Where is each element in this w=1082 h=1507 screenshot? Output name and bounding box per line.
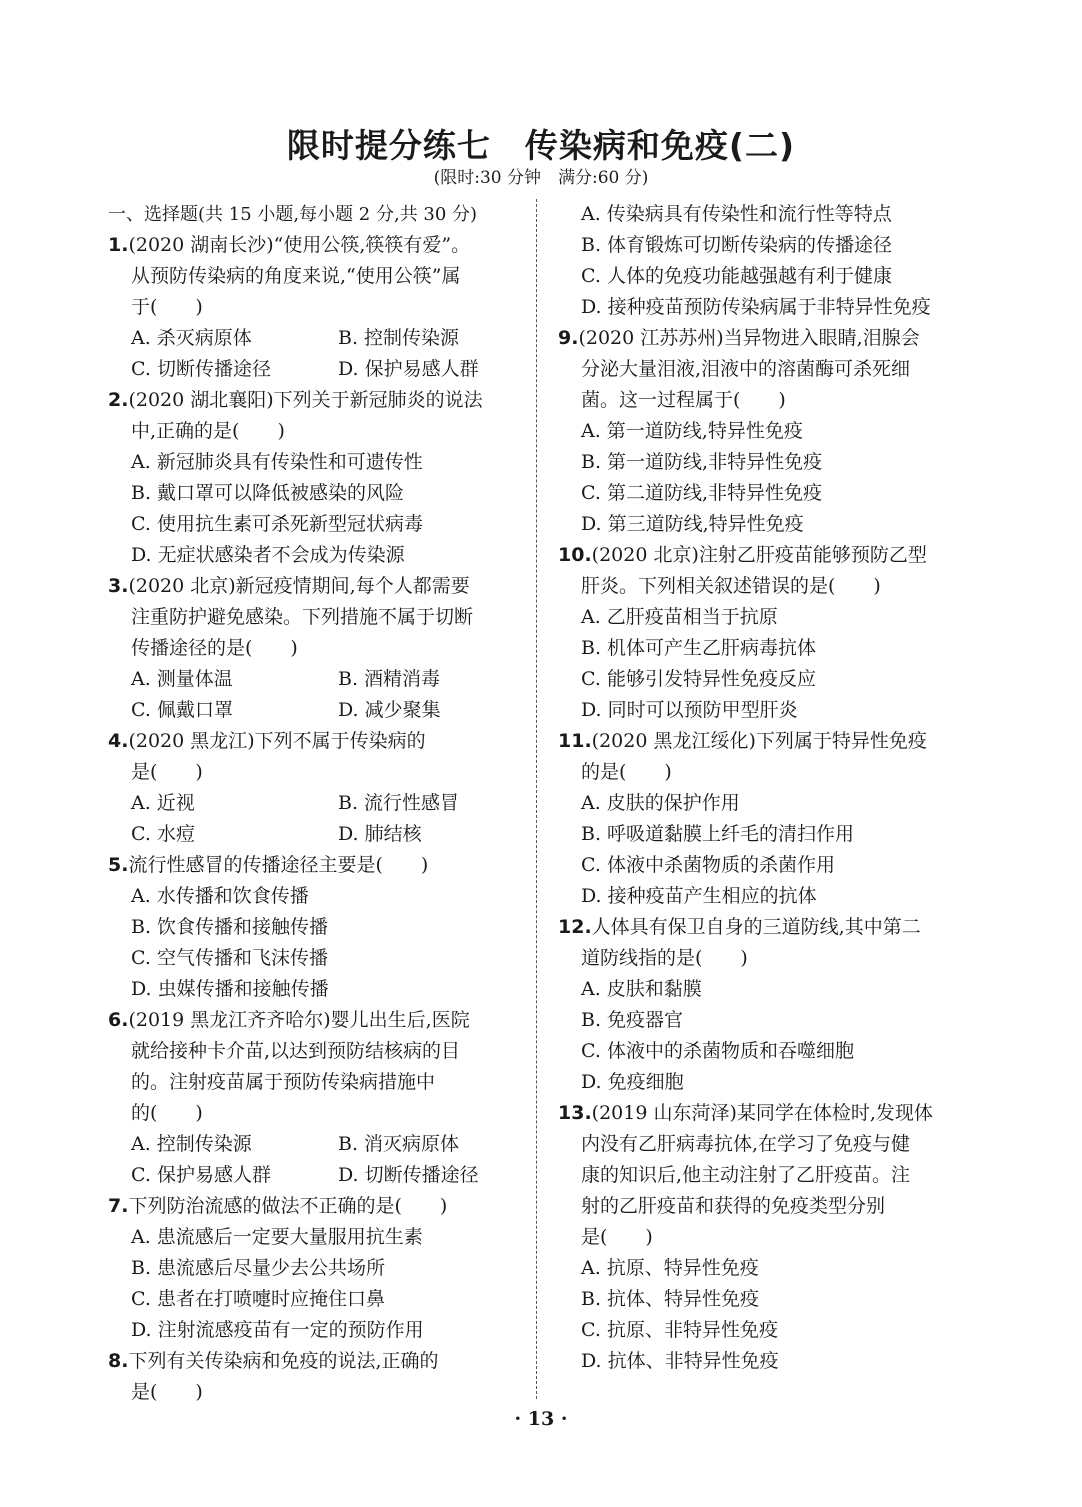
question-text: 下列有关传染病和免疫的说法,正确的 [128, 1350, 439, 1372]
option-a: A. 新冠肺炎具有传染性和可遗传性 [131, 451, 423, 473]
question-text: 的。注射疫苗属于预防传染病措施中 [131, 1071, 436, 1093]
option-a: A. 皮肤的保护作用 [581, 792, 740, 814]
question-text: (2020 北京)新冠疫情期间,每个人都需要 [128, 575, 470, 597]
question-number: 6. [108, 1009, 129, 1031]
question-text: (2020 湖南长沙)“使用公筷,筷筷有爱”。 [128, 234, 471, 256]
question-number: 12. [558, 916, 592, 938]
option-d: D. 保护易感人群 [338, 358, 479, 380]
question-text: 下列防治流感的做法不正确的是( ) [128, 1195, 448, 1217]
question-text: 道防线指的是( ) [581, 947, 748, 969]
option-d: D. 免疫细胞 [581, 1071, 684, 1093]
option-a: A. 传染病具有传染性和流行性等特点 [581, 203, 892, 225]
option-d: D. 无症状感染者不会成为传染源 [131, 544, 405, 566]
page-number: · 13 · [514, 1408, 568, 1430]
question-12 [558, 912, 972, 1098]
option-c: C. 体液中杀菌物质的杀菌作用 [581, 854, 835, 876]
option-c: C. 保护易感人群 [131, 1164, 271, 1186]
option-b: B. 呼吸道黏膜上纤毛的清扫作用 [581, 823, 855, 845]
option-b: B. 消灭病原体 [338, 1133, 460, 1155]
option-b: B. 控制传染源 [338, 327, 460, 349]
question-text: 人体具有保卫自身的三道防线,其中第二 [591, 916, 921, 938]
option-d: D. 肺结核 [338, 823, 422, 845]
option-d: D. 接种疫苗产生相应的抗体 [581, 885, 817, 907]
question-number: 1. [108, 234, 129, 256]
question-2 [108, 385, 522, 571]
question-text: 内没有乙肝病毒抗体,在学习了免疫与健 [581, 1133, 911, 1155]
option-c: C. 人体的免疫功能越强越有利于健康 [581, 265, 892, 287]
option-b: B. 饮食传播和接触传播 [131, 916, 329, 938]
question-text: 流行性感冒的传播途径主要是( ) [128, 854, 429, 876]
option-a: A. 近视 [131, 792, 195, 814]
option-c: C. 切断传播途径 [131, 358, 271, 380]
question-number: 9. [558, 327, 579, 349]
option-b: B. 戴口罩可以降低被感染的风险 [131, 482, 405, 504]
option-b: B. 机体可产生乙肝病毒抗体 [581, 637, 817, 659]
question-text: 的( ) [131, 1102, 203, 1124]
question-text: 于( ) [131, 296, 203, 318]
question-text: 菌。这一过程属于( ) [581, 389, 786, 411]
question-8 [108, 1346, 522, 1408]
question-number: 10. [558, 544, 592, 566]
question-13 [558, 1098, 972, 1377]
option-b: B. 流行性感冒 [338, 792, 460, 814]
option-a: A. 抗原、特异性免疫 [581, 1257, 759, 1279]
question-number: 8. [108, 1350, 129, 1372]
question-text: (2020 黑龙江绥化)下列属于特异性免疫 [591, 730, 927, 752]
question-text: (2020 黑龙江)下列不属于传染病的 [128, 730, 426, 752]
question-8-options [558, 199, 972, 323]
option-d: D. 虫媒传播和接触传播 [131, 978, 329, 1000]
option-a: A. 皮肤和黏膜 [581, 978, 702, 1000]
question-number: 3. [108, 575, 129, 597]
option-c: C. 水痘 [131, 823, 195, 845]
question-number: 5. [108, 854, 129, 876]
question-number: 7. [108, 1195, 129, 1217]
question-text: (2019 山东菏泽)某同学在体检时,发现体 [591, 1102, 933, 1124]
question-10 [558, 540, 972, 726]
option-b: B. 患流感后尽量少去公共场所 [131, 1257, 386, 1279]
question-7 [108, 1191, 522, 1346]
question-text: 射的乙肝疫苗和获得的免疫类型分别 [581, 1195, 886, 1217]
question-text: 分泌大量泪液,泪液中的溶菌酶可杀死细 [581, 358, 911, 380]
question-text: 康的知识后,他主动注射了乙肝疫苗。注 [581, 1164, 911, 1186]
option-a: A. 测量体温 [131, 668, 233, 690]
option-d: D. 切断传播途径 [338, 1164, 479, 1186]
left-column [108, 199, 522, 1408]
question-3 [108, 571, 522, 726]
option-a: A. 第一道防线,特异性免疫 [581, 420, 803, 442]
question-text: 是( ) [581, 1226, 653, 1248]
question-text: (2019 黑龙江齐齐哈尔)婴儿出生后,医院 [128, 1009, 470, 1031]
option-a: A. 杀灭病原体 [131, 327, 252, 349]
question-6 [108, 1005, 522, 1191]
question-4 [108, 726, 522, 850]
option-d: D. 抗体、非特异性免疫 [581, 1350, 779, 1372]
question-number: 11. [558, 730, 592, 752]
question-text: 是( ) [131, 761, 203, 783]
question-text: (2020 江苏苏州)当异物进入眼睛,泪腺会 [578, 327, 920, 349]
option-d: D. 第三道防线,特异性免疫 [581, 513, 804, 535]
question-number: 13. [558, 1102, 592, 1124]
option-b: B. 第一道防线,非特异性免疫 [581, 451, 823, 473]
question-5 [108, 850, 522, 1005]
option-c: C. 能够引发特异性免疫反应 [581, 668, 816, 690]
question-text: 传播途径的是( ) [131, 637, 298, 659]
option-d: D. 接种疫苗预防传染病属于非特异性免疫 [581, 296, 931, 318]
question-text: 是( ) [131, 1381, 203, 1403]
question-text: (2020 北京)注射乙肝疫苗能够预防乙型 [591, 544, 927, 566]
question-text: 的是( ) [581, 761, 672, 783]
question-text: (2020 湖北襄阳)下列关于新冠肺炎的说法 [128, 389, 483, 411]
option-c: C. 体液中的杀菌物质和吞噬细胞 [581, 1040, 854, 1062]
option-a: A. 控制传染源 [131, 1133, 252, 1155]
option-a: A. 乙肝疫苗相当于抗原 [581, 606, 778, 628]
option-b: B. 酒精消毒 [338, 668, 441, 690]
column-divider [536, 199, 537, 1399]
option-c: C. 佩戴口罩 [131, 699, 233, 721]
option-a: A. 水传播和饮食传播 [131, 885, 309, 907]
question-9 [558, 323, 972, 540]
section-heading: 一、选择题(共 15 小题,每小题 2 分,共 30 分) [108, 204, 478, 225]
question-number: 4. [108, 730, 129, 752]
question-text: 注重防护避免感染。下列措施不属于切断 [131, 606, 474, 628]
option-c: C. 使用抗生素可杀死新型冠状病毒 [131, 513, 423, 535]
option-c: C. 第二道防线,非特异性免疫 [581, 482, 822, 504]
question-text: 肝炎。下列相关叙述错误的是( ) [581, 575, 881, 597]
question-text: 中,正确的是( ) [131, 420, 285, 442]
option-c: C. 空气传播和飞沫传播 [131, 947, 328, 969]
page-title: 限时提分练七 传染病和免疫(二) [286, 126, 796, 165]
option-d: D. 减少聚集 [338, 699, 441, 721]
option-b: B. 抗体、特异性免疫 [581, 1288, 760, 1310]
question-text: 从预防传染病的角度来说,“使用公筷”属 [131, 265, 461, 287]
page-subtitle: (限时:30 分钟 满分:60 分) [433, 168, 649, 188]
option-b: B. 免疫器官 [581, 1009, 684, 1031]
question-11 [558, 726, 972, 912]
question-text: 就给接种卡介苗,以达到预防结核病的目 [131, 1040, 461, 1062]
option-d: D. 同时可以预防甲型肝炎 [581, 699, 798, 721]
question-1 [108, 230, 522, 385]
question-number: 2. [108, 389, 129, 411]
option-a: A. 患流感后一定要大量服用抗生素 [131, 1226, 423, 1248]
option-c: C. 患者在打喷嚏时应掩住口鼻 [131, 1288, 385, 1310]
right-column [558, 199, 972, 1377]
option-b: B. 体育锻炼可切断传染病的传播途径 [581, 234, 893, 256]
option-c: C. 抗原、非特异性免疫 [581, 1319, 778, 1341]
option-d: D. 注射流感疫苗有一定的预防作用 [131, 1319, 424, 1341]
